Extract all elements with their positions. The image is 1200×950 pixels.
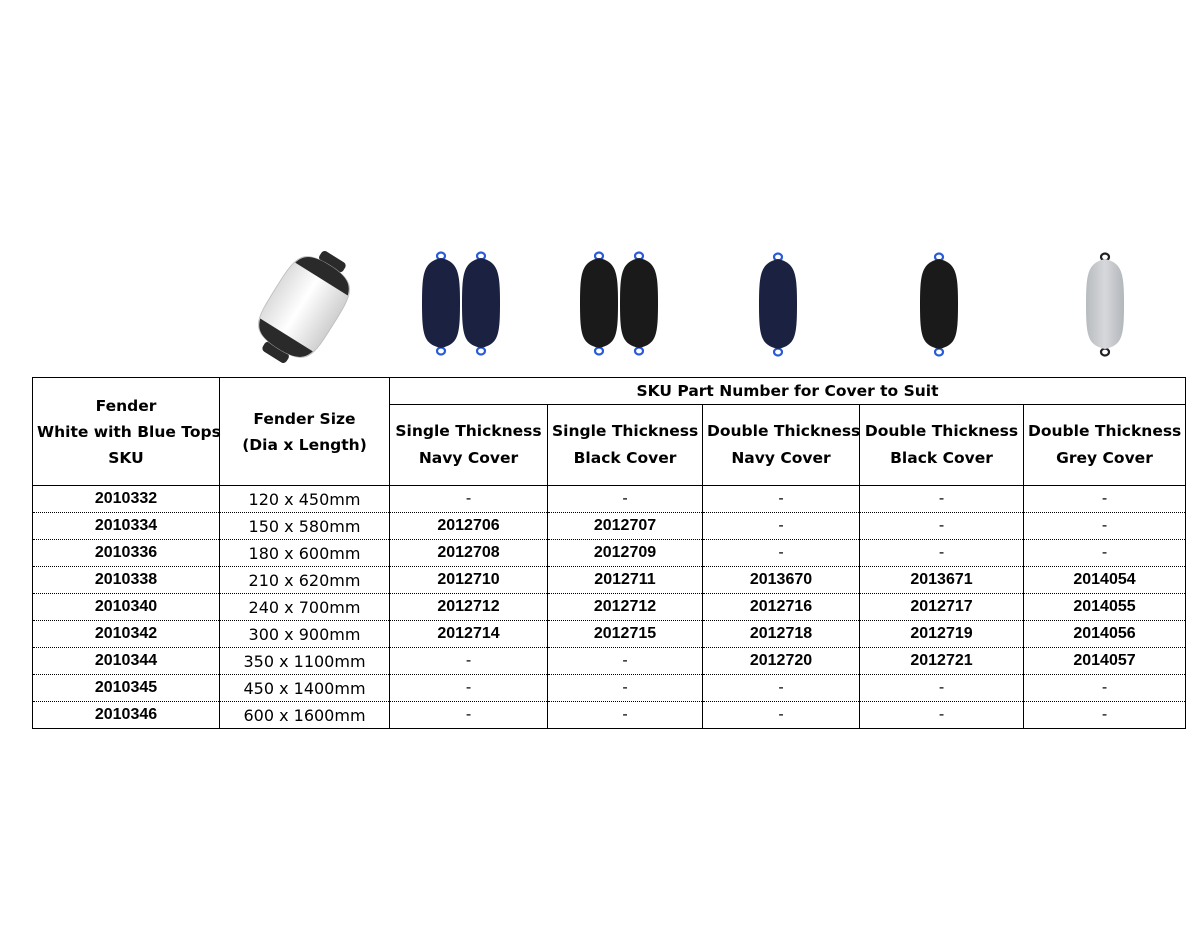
cover-sku-cell: - <box>548 702 703 729</box>
cover-header-line: Double Thickness <box>707 422 861 440</box>
table-row <box>33 567 1186 594</box>
fender-size-cell: 450 x 1400mm <box>220 675 390 702</box>
fender-size-cell: 240 x 700mm <box>220 594 390 621</box>
cover-sku-cell: 2012719 <box>860 621 1024 648</box>
fender-size-header <box>220 378 390 486</box>
cover-sku-cell: - <box>1024 513 1186 540</box>
cover-sku-cell: 2012716 <box>703 594 860 621</box>
cover-sku-cell: 2012707 <box>548 513 703 540</box>
table-row <box>33 486 1186 513</box>
cover-sku-cell: 2014056 <box>1024 621 1186 648</box>
product-images <box>0 0 1200 370</box>
cover-header-line: Double Thickness <box>864 422 1019 440</box>
fender-sku-header-line: White with Blue Tops <box>37 422 221 441</box>
double-black-cover-image <box>918 250 962 365</box>
fender-size-header-line: Fender Size <box>253 409 356 428</box>
cover-sku-cell: 2012710 <box>390 567 548 594</box>
fender-size-cell: 600 x 1600mm <box>220 702 390 729</box>
cover-sku-cell: 2012709 <box>548 540 703 567</box>
cover-sku-cell: - <box>1024 675 1186 702</box>
cover-header-line: Double Thickness <box>1028 422 1182 440</box>
sku-table <box>32 377 1186 729</box>
cover-sku-cell: 2012720 <box>703 648 860 675</box>
cover-sku-cell: - <box>1024 702 1186 729</box>
cover-header-line: Navy Cover <box>418 449 519 467</box>
cover-sku-cell: - <box>703 540 860 567</box>
cover-header-line: Grey Cover <box>1056 449 1153 467</box>
fender-sku-cell: 2010332 <box>33 486 220 513</box>
cover-sku-cell: 2014054 <box>1024 567 1186 594</box>
cover-sku-cell: - <box>1024 486 1186 513</box>
cover-sku-cell: - <box>390 648 548 675</box>
fender-cover-icon <box>757 250 801 365</box>
cover-sku-cell: 2012712 <box>390 594 548 621</box>
cover-sku-cell: - <box>860 513 1024 540</box>
cover-sku-cell: 2012721 <box>860 648 1024 675</box>
cover-header-double-navy <box>703 405 860 486</box>
cover-sku-cell: - <box>703 486 860 513</box>
cover-sku-cell: 2012706 <box>390 513 548 540</box>
table-row <box>33 540 1186 567</box>
cover-sku-cell: - <box>860 675 1024 702</box>
fender-size-cell: 180 x 600mm <box>220 540 390 567</box>
cover-sku-cell: - <box>703 513 860 540</box>
cover-sku-cell: 2012715 <box>548 621 703 648</box>
table-row <box>33 648 1186 675</box>
sku-table-body <box>33 486 1186 729</box>
cover-sku-cell: - <box>548 648 703 675</box>
fender-cover-icon <box>918 250 962 365</box>
fender-size-cell: 150 x 580mm <box>220 513 390 540</box>
cover-sku-cell: 2012712 <box>548 594 703 621</box>
table-row <box>33 621 1186 648</box>
table-row <box>33 675 1186 702</box>
table-row <box>33 702 1186 729</box>
fender-sku-cell: 2010346 <box>33 702 220 729</box>
cover-sku-cell: - <box>703 675 860 702</box>
cover-sku-cell: 2014057 <box>1024 648 1186 675</box>
double-grey-cover-image <box>1084 250 1128 365</box>
fender-size-cell: 210 x 620mm <box>220 567 390 594</box>
cover-sku-cell: - <box>860 486 1024 513</box>
fender-size-cell: 120 x 450mm <box>220 486 390 513</box>
cover-header-line: Black Cover <box>573 449 677 467</box>
cover-sku-cell: 2012718 <box>703 621 860 648</box>
cover-sku-cell: - <box>703 702 860 729</box>
fender-sku-header <box>33 378 220 486</box>
fender-sku-cell: 2010345 <box>33 675 220 702</box>
cover-header-double-black <box>860 405 1024 486</box>
table-row <box>33 513 1186 540</box>
fender-sku-header-line: SKU <box>108 448 144 467</box>
fender-sku-cell: 2010334 <box>33 513 220 540</box>
cover-sku-cell: - <box>390 675 548 702</box>
fender-sku-header-line: Fender <box>95 396 157 415</box>
fender-size-header-line: (Dia x Length) <box>242 435 367 454</box>
double-navy-cover-image <box>757 250 801 365</box>
fender-sku-cell: 2010342 <box>33 621 220 648</box>
single-navy-cover-image <box>420 250 510 365</box>
cover-header-line: Navy Cover <box>731 449 831 467</box>
fender-sku-cell: 2010344 <box>33 648 220 675</box>
cover-sku-cell: 2012708 <box>390 540 548 567</box>
fender-cover-icon <box>420 250 510 365</box>
cover-sku-cell: - <box>860 540 1024 567</box>
cover-sku-cell: 2013671 <box>860 567 1024 594</box>
fender-size-cell: 350 x 1100mm <box>220 648 390 675</box>
table-row <box>33 594 1186 621</box>
fender-sku-cell: 2010336 <box>33 540 220 567</box>
cover-header-line: Single Thickness <box>552 422 699 440</box>
cover-header-line: Black Cover <box>890 449 993 467</box>
fender-size-cell: 300 x 900mm <box>220 621 390 648</box>
fender-cover-icon <box>1084 250 1128 365</box>
fender-cover-icon <box>578 250 668 365</box>
cover-sku-cell: - <box>390 702 548 729</box>
cover-sku-cell: 2012711 <box>548 567 703 594</box>
cover-sku-cell: 2014055 <box>1024 594 1186 621</box>
cover-sku-cell: - <box>860 702 1024 729</box>
cover-sku-cell: - <box>548 675 703 702</box>
cover-sku-cell: 2012717 <box>860 594 1024 621</box>
white-fender-image <box>248 250 360 365</box>
single-black-cover-image <box>578 250 668 365</box>
fender-icon <box>248 250 360 365</box>
cover-header-line: Single Thickness <box>395 422 542 440</box>
cover-header-double-grey <box>1024 405 1186 486</box>
cover-header-single-navy <box>390 405 548 486</box>
cover-header-single-black <box>548 405 703 486</box>
fender-sku-cell: 2010338 <box>33 567 220 594</box>
cover-sku-cell: 2013670 <box>703 567 860 594</box>
cover-sku-cell: - <box>390 486 548 513</box>
cover-sku-group-header: SKU Part Number for Cover to Suit <box>390 378 1186 405</box>
cover-sku-cell: - <box>1024 540 1186 567</box>
cover-sku-cell: - <box>548 486 703 513</box>
fender-sku-cell: 2010340 <box>33 594 220 621</box>
cover-sku-cell: 2012714 <box>390 621 548 648</box>
